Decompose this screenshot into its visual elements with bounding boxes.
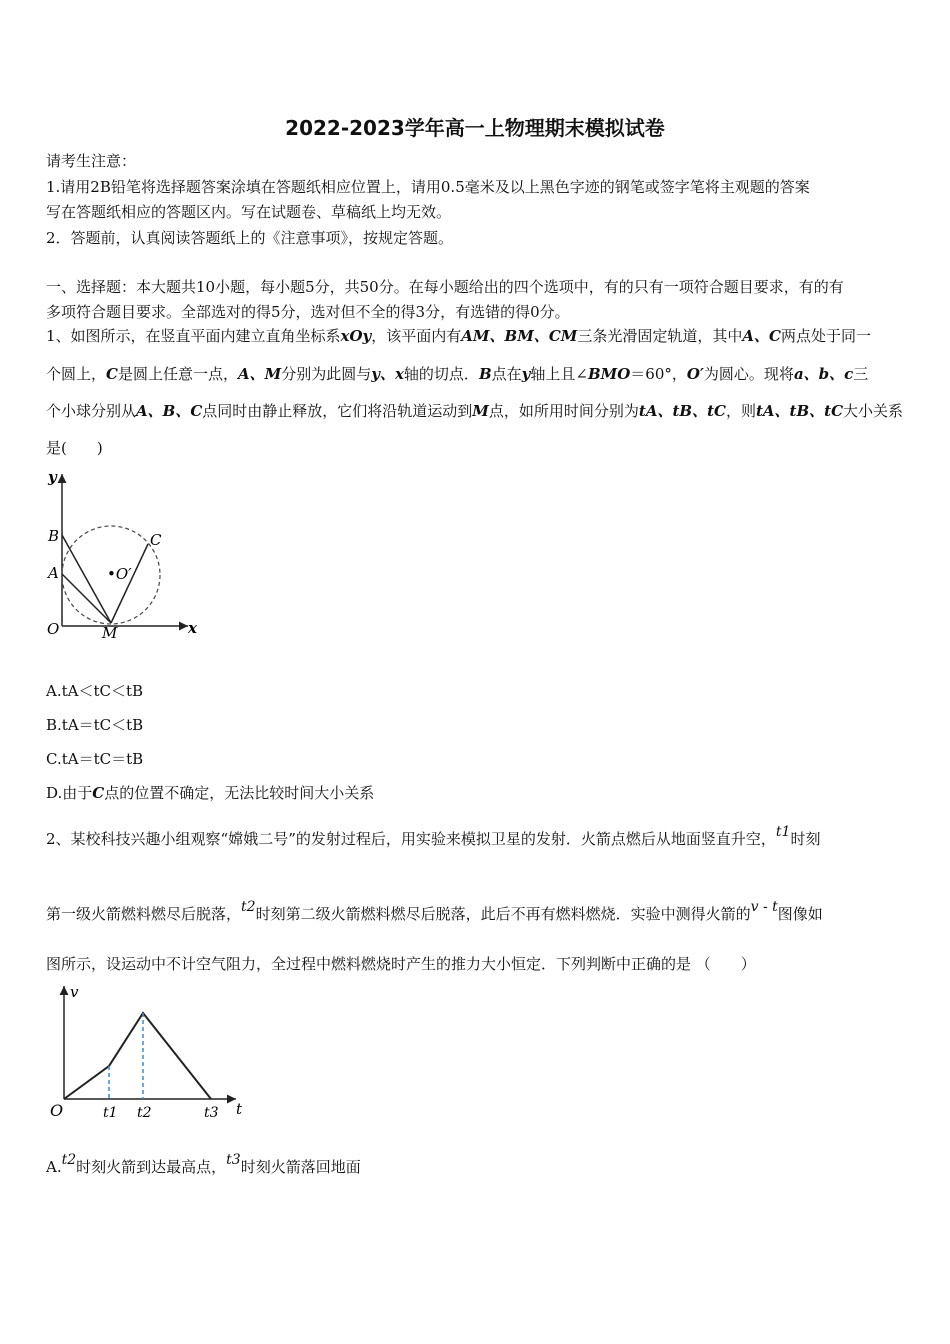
q2-velocity-curve [64,1013,211,1099]
q1-option-c: C.tA＝tC＝tB [46,750,144,768]
q1-label-b: B [48,527,60,545]
q1-label-y: y [48,468,57,486]
q1-track-am [62,574,111,623]
q1-option-d: D.由于C点的位置不确定，无法比较时间大小关系 [46,784,375,802]
q1-track-cm [111,544,148,623]
q2-label-t3: t3 [204,1105,219,1121]
section-intro-line-1: 一、选择题：本大题共10小题，每小题5分，共50分。在每小题给出的四个选项中，有的只有一项符合题目要求，有的有 [46,278,844,296]
notice-item-2: 2．答题前，认真阅读答题纸上的《注意事项》，按规定答题。 [46,229,454,247]
q1-track-bm [62,535,111,623]
q2-label-t2: t2 [137,1105,152,1121]
q1-label-a: A [48,564,59,582]
q1-label-c: C [150,531,162,549]
q1-option-a: A.tA＜tC＜tB [46,682,144,700]
q1-label-m: M [102,624,118,642]
q2-label-t1: t1 [103,1105,118,1121]
q2-line-3: 图所示，设运动中不计空气阻力，全过程中燃料燃烧时产生的推力大小恒定．下列判断中正确的是 （ ） [46,955,756,973]
notice-item-1-line-1: 1.请用2B铅笔将选择题答案涂填在答题纸相应位置上，请用0.5毫米及以上黑色字迹的钢笔或签字笔将主观题的答案 [46,178,810,196]
section-intro-line-2: 多项符合题目要求。全部选对的得5分，选对但不全的得3分，有选错的得0分。 [46,303,570,321]
q2-label-v: v [70,983,79,1001]
q1-label-o: O [47,620,60,638]
q1-label-x: x [188,619,197,637]
q2-label-o: O [50,1101,64,1120]
q1-line-2: 个圆上，C是圆上任意一点，A、M分别为此圆与y、x轴的切点．B点在y轴上且∠BMO＝60°，O′为圆心。现将a、b、c三 [46,365,869,383]
q2-label-t: t [236,1100,243,1118]
q1-line-4: 是( ) [46,439,103,457]
q1-option-b: B.tA＝tC＜tB [46,716,144,734]
q1-line-3: 个小球分别从A、B、C点同时由静止释放，它们将沿轨道运动到M点，如所用时间分别为tA、tB、tC，则tA、tB、tC大小关系 [46,402,904,420]
page-title: 2022-2023学年高一上物理期末模拟试卷 [285,116,665,140]
q2-line-2: 第一级火箭燃料燃尽后脱落，t2时刻第二级火箭燃料燃尽后脱落，此后不再有燃料燃烧．实验中测得火箭的v - t图像如 [46,899,823,923]
q2-option-a: A.t2时刻火箭到达最高点，t3时刻火箭落回地面 [46,1152,361,1176]
q2-line-1: 2、某校科技兴趣小组观察“嫦娥二号”的发射过程后，用实验来模拟卫星的发射．火箭点燃后从地面竖直升空，t1时刻 [46,824,821,848]
notice-heading: 请考生注意： [46,152,137,170]
q1-figure [40,466,210,646]
notice-item-1-line-2: 写在答题纸相应的答题区内。写在试题卷、草稿纸上均无效。 [46,203,452,221]
q1-line-1: 1、如图所示，在竖直平面内建立直角坐标系xOy，该平面内有AM、BM、CM三条光滑固定轨道，其中A、C两点处于同一 [46,327,871,345]
q2-figure [46,980,256,1128]
q1-label-center: •O′ [107,565,132,583]
